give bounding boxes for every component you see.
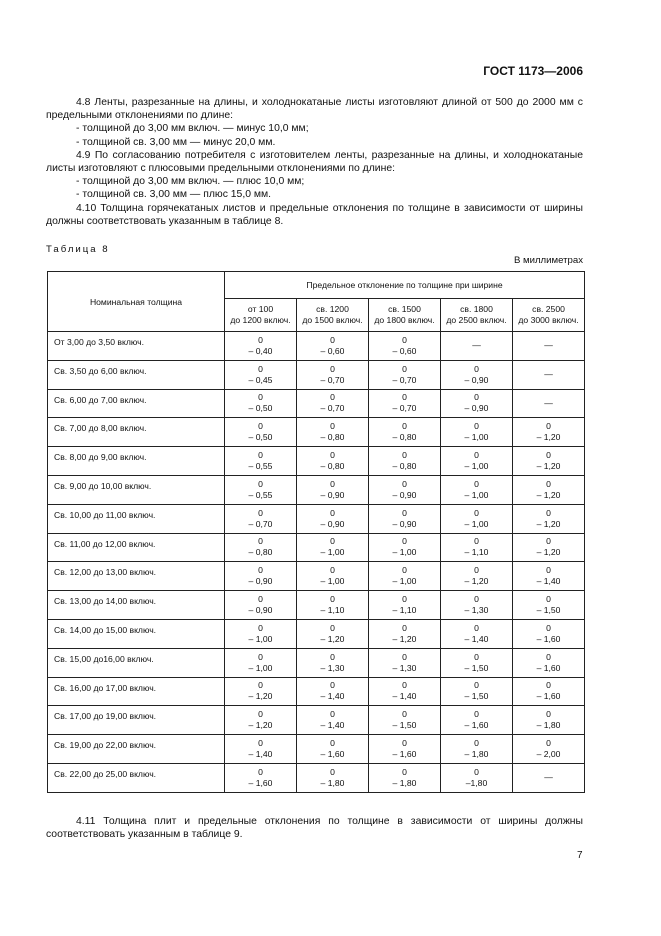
cell-value: – 0,55 (248, 489, 273, 500)
column-header-group: Предельное отклонение по толщине при ширине (225, 272, 585, 299)
table-cell (297, 735, 369, 764)
cell-value: 0 (330, 565, 335, 576)
table-cell (297, 504, 369, 533)
cell-value: – 1,50 (392, 720, 417, 731)
cell-value: – 1,80 (536, 720, 561, 731)
table-cell (441, 562, 513, 591)
table-row (48, 763, 585, 792)
table-cell (369, 533, 441, 562)
table-row (48, 418, 585, 447)
table-row (48, 447, 585, 476)
footer-text (46, 815, 583, 841)
cell-value: — (544, 340, 553, 351)
column-header-width (225, 299, 297, 332)
cell-value: 0 (330, 334, 335, 345)
cell-value: – 0,90 (248, 605, 273, 616)
cell-value: – 1,20 (320, 633, 345, 644)
cell-value: 0 (330, 680, 335, 691)
cell-value: – 1,20 (536, 518, 561, 529)
cell-value: – 1,30 (320, 662, 345, 673)
table-cell (297, 418, 369, 447)
table-row (48, 360, 585, 389)
cell-value: – 1,60 (320, 749, 345, 760)
table-cell (513, 706, 585, 735)
cell-value: – 0,60 (392, 345, 417, 356)
column-header-line: до 1500 включ. (302, 315, 363, 325)
cell-value: 0 (546, 709, 551, 720)
cell-value: – 1,40 (248, 749, 273, 760)
table-cell (225, 533, 297, 562)
cell-value: 0 (474, 738, 479, 749)
cell-value: – 1,50 (464, 691, 489, 702)
table-cell (225, 418, 297, 447)
cell-value: – 1,40 (536, 576, 561, 587)
cell-value: 0 (330, 622, 335, 633)
table-cell (225, 475, 297, 504)
cell-value: – 1,40 (392, 691, 417, 702)
table-cell (513, 389, 585, 418)
cell-value: 0 (258, 392, 263, 403)
row-nominal-thickness: Св. 16,00 до 17,00 включ. (48, 677, 225, 706)
cell-value: 0 (402, 680, 407, 691)
table-cell (297, 706, 369, 735)
cell-value: 0 (474, 709, 479, 720)
table-cell (369, 648, 441, 677)
cell-value: – 1,40 (320, 720, 345, 731)
column-header-width (369, 299, 441, 332)
cell-value: – 1,20 (536, 461, 561, 472)
table-cell (513, 677, 585, 706)
cell-value: 0 (330, 507, 335, 518)
table-cell (441, 447, 513, 476)
table-cell (297, 475, 369, 504)
row-nominal-thickness: Св. 13,00 до 14,00 включ. (48, 591, 225, 620)
cell-value: 0 (258, 680, 263, 691)
table-cell (297, 389, 369, 418)
cell-value: – 1,60 (536, 633, 561, 644)
cell-value: – 0,80 (320, 432, 345, 443)
cell-value: 0 (330, 536, 335, 547)
cell-value: – 0,80 (392, 461, 417, 472)
cell-value: – 1,50 (536, 605, 561, 616)
table-row (48, 562, 585, 591)
column-header-line: до 2500 включ. (446, 315, 507, 325)
table-cell (225, 706, 297, 735)
list-item: - толщиной до 3,00 мм включ. — плюс 10,0 мм; (76, 176, 305, 188)
cell-value: – 1,20 (248, 720, 273, 731)
table-cell (369, 447, 441, 476)
row-nominal-thickness: Св. 12,00 до 13,00 включ. (48, 562, 225, 591)
column-header-line: св. 1500 (388, 304, 421, 314)
document-id: ГОСТ 1173—2006 (483, 64, 583, 78)
cell-value: – 1,20 (536, 432, 561, 443)
row-nominal-thickness: Св. 15,00 до16,00 включ. (48, 648, 225, 677)
row-nominal-thickness: От 3,00 до 3,50 включ. (48, 332, 225, 361)
paragraph-4-9: 4.9 По согласованию потребителя с изготовителем ленты, разрезанные на длины, и холоднокатаные листы изготовляют с плюсовыми предельными отклонениями по длине: (46, 149, 583, 175)
table-cell (441, 418, 513, 447)
table-row (48, 389, 585, 418)
cell-value: 0 (258, 565, 263, 576)
cell-value: 0 (330, 738, 335, 749)
table-cell (513, 735, 585, 764)
table-row (48, 504, 585, 533)
cell-value: 0 (258, 766, 263, 777)
cell-value: 0 (330, 392, 335, 403)
cell-value: 0 (258, 363, 263, 374)
cell-value: 0 (402, 594, 407, 605)
table-cell (441, 533, 513, 562)
row-nominal-thickness: Св. 8,00 до 9,00 включ. (48, 447, 225, 476)
row-nominal-thickness: Св. 7,00 до 8,00 включ. (48, 418, 225, 447)
cell-value: 0 (474, 766, 479, 777)
table-cell (225, 504, 297, 533)
table-cell (513, 533, 585, 562)
cell-value: 0 (546, 680, 551, 691)
cell-value: 0 (474, 478, 479, 489)
cell-value: 0 (402, 766, 407, 777)
table-row (48, 591, 585, 620)
cell-value: – 1,30 (464, 605, 489, 616)
cell-value: – 0,50 (248, 403, 273, 414)
cell-value: 0 (258, 478, 263, 489)
column-header-width (513, 299, 585, 332)
table-cell (369, 677, 441, 706)
cell-value: 0 (546, 651, 551, 662)
cell-value: – 0,70 (392, 403, 417, 414)
cell-value: – 0,70 (248, 518, 273, 529)
table-cell (513, 504, 585, 533)
cell-value: – 0,90 (464, 374, 489, 385)
table-row (48, 677, 585, 706)
table-cell (369, 619, 441, 648)
table-cell (441, 475, 513, 504)
column-header-line: св. 2500 (532, 304, 565, 314)
table-cell (513, 648, 585, 677)
table-cell (513, 763, 585, 792)
cell-value: 0 (402, 478, 407, 489)
list-item: - толщиной св. 3,00 мм — минус 20,0 мм. (76, 136, 276, 148)
cell-value: — (544, 397, 553, 408)
cell-value: – 1,80 (320, 777, 345, 788)
cell-value: 0 (258, 651, 263, 662)
table-cell (441, 763, 513, 792)
cell-value: — (544, 369, 553, 380)
column-header-line: св. 1200 (316, 304, 349, 314)
cell-value: 0 (330, 766, 335, 777)
cell-value: 0 (474, 392, 479, 403)
table-cell (513, 418, 585, 447)
cell-value: 0 (402, 565, 407, 576)
table-row (48, 332, 585, 361)
cell-value: – 0,70 (320, 374, 345, 385)
cell-value: 0 (474, 622, 479, 633)
cell-value: – 1,30 (392, 662, 417, 673)
cell-value: – 1,60 (392, 749, 417, 760)
cell-value: – 1,00 (464, 489, 489, 500)
table-cell (225, 677, 297, 706)
cell-value: 0 (402, 363, 407, 374)
column-header-width (441, 299, 513, 332)
table-cell (225, 735, 297, 764)
cell-value: 0 (402, 536, 407, 547)
cell-value: – 1,00 (464, 461, 489, 472)
cell-value: – 0,90 (320, 489, 345, 500)
table-cell (297, 562, 369, 591)
cell-value: – 1,00 (464, 432, 489, 443)
table-cell (441, 591, 513, 620)
table-cell (441, 648, 513, 677)
cell-value: – 0,70 (392, 374, 417, 385)
row-nominal-thickness: Св. 6,00 до 7,00 включ. (48, 389, 225, 418)
cell-value: 0 (546, 622, 551, 633)
cell-value: –1,80 (465, 777, 488, 788)
table-cell (297, 332, 369, 361)
column-header-line: св. 1800 (460, 304, 493, 314)
body-text (46, 96, 583, 228)
cell-value: – 1,00 (392, 576, 417, 587)
paragraph-4-10: 4.10 Толщина горячекатаных листов и предельные отклонения по толщине в зависимости от ширины должны соответствовать указанным в таблице 8. (46, 202, 583, 227)
row-nominal-thickness: Св. 19,00 до 22,00 включ. (48, 735, 225, 764)
cell-value: 0 (258, 450, 263, 461)
table-cell (225, 562, 297, 591)
tolerance-table (47, 271, 585, 793)
table-cell (225, 763, 297, 792)
table-cell (513, 562, 585, 591)
table-cell (513, 591, 585, 620)
cell-value: – 0,80 (248, 547, 273, 558)
page-number: 7 (577, 850, 583, 861)
cell-value: 0 (258, 709, 263, 720)
cell-value: 0 (546, 421, 551, 432)
cell-value: 0 (474, 507, 479, 518)
cell-value: 0 (258, 507, 263, 518)
table-cell (225, 360, 297, 389)
cell-value: – 0,60 (320, 345, 345, 356)
cell-value: 0 (330, 594, 335, 605)
cell-value: 0 (546, 594, 551, 605)
table-cell (441, 677, 513, 706)
table-cell (513, 332, 585, 361)
cell-value: – 1,40 (464, 633, 489, 644)
cell-value: 0 (330, 450, 335, 461)
cell-value: – 0,80 (392, 432, 417, 443)
cell-value: – 1,00 (320, 547, 345, 558)
cell-value: 0 (402, 334, 407, 345)
list-item: - толщиной св. 3,00 мм — плюс 15,0 мм. (76, 189, 272, 201)
table-caption: Таблица 8 (46, 244, 110, 255)
cell-value: – 1,80 (464, 749, 489, 760)
cell-value: 0 (330, 651, 335, 662)
cell-value: 0 (474, 651, 479, 662)
cell-value: 0 (402, 709, 407, 720)
table-cell (297, 533, 369, 562)
list-item: - толщиной до 3,00 мм включ. — минус 10,0 мм; (76, 123, 309, 135)
table-cell (297, 677, 369, 706)
paragraph-4-11: 4.11 Толщина плит и предельные отклонения по толщине в зависимости от ширины должны соответствовать указанным в таблице 9. (46, 816, 583, 841)
table-cell (441, 360, 513, 389)
cell-value: – 1,10 (464, 547, 489, 558)
cell-value: – 0,90 (464, 403, 489, 414)
table-cell (369, 562, 441, 591)
table-row (48, 475, 585, 504)
table-cell (369, 591, 441, 620)
table-cell (297, 763, 369, 792)
table-row (48, 533, 585, 562)
cell-value: 0 (474, 536, 479, 547)
table-cell (513, 475, 585, 504)
column-header-line: до 1200 включ. (230, 315, 291, 325)
row-nominal-thickness: Св. 22,00 до 25,00 включ. (48, 763, 225, 792)
column-header-nominal-thickness: Номинальная толщина (48, 272, 225, 332)
table-cell (225, 389, 297, 418)
table-cell (297, 648, 369, 677)
table-cell (297, 447, 369, 476)
table-cell (441, 332, 513, 361)
row-nominal-thickness: Св. 17,00 до 19,00 включ. (48, 706, 225, 735)
table-cell (369, 504, 441, 533)
table-cell (225, 332, 297, 361)
cell-value: – 1,10 (392, 605, 417, 616)
cell-value: – 1,00 (392, 547, 417, 558)
cell-value: 0 (330, 363, 335, 374)
cell-value: 0 (258, 622, 263, 633)
cell-value: – 1,00 (320, 576, 345, 587)
table-cell (441, 389, 513, 418)
cell-value: 0 (546, 565, 551, 576)
row-nominal-thickness: Св. 10,00 до 11,00 включ. (48, 504, 225, 533)
column-header-line: от 100 (247, 304, 274, 314)
cell-value: – 1,20 (536, 489, 561, 500)
cell-value: 0 (474, 565, 479, 576)
cell-value: – 1,60 (248, 777, 273, 788)
row-nominal-thickness: Св. 9,00 до 10,00 включ. (48, 475, 225, 504)
table-cell (225, 648, 297, 677)
table-row (48, 619, 585, 648)
cell-value: – 1,60 (536, 691, 561, 702)
cell-value: 0 (546, 507, 551, 518)
cell-value: – 0,90 (320, 518, 345, 529)
cell-value: – 2,00 (536, 749, 561, 760)
table-cell (225, 447, 297, 476)
table-cell (441, 735, 513, 764)
cell-value: – 0,55 (248, 461, 273, 472)
cell-value: 0 (330, 421, 335, 432)
cell-value: 0 (546, 738, 551, 749)
cell-value: 0 (258, 738, 263, 749)
cell-value: 0 (402, 507, 407, 518)
cell-value: 0 (474, 680, 479, 691)
cell-value: – 1,60 (536, 662, 561, 673)
table-cell (441, 706, 513, 735)
cell-value: 0 (402, 651, 407, 662)
paragraph-4-8: 4.8 Ленты, разрезанные на длины, и холоднокатаные листы изготовляют длиной от 500 до 2000 мм с предельными отклонениями по длине: (46, 97, 583, 122)
table-cell (369, 735, 441, 764)
cell-value: 0 (330, 478, 335, 489)
cell-value: – 0,70 (320, 403, 345, 414)
cell-value: 0 (402, 392, 407, 403)
cell-value: 0 (402, 622, 407, 633)
cell-value: – 0,90 (248, 576, 273, 587)
cell-value: – 1,50 (464, 662, 489, 673)
cell-value: 0 (546, 450, 551, 461)
cell-value: 0 (402, 738, 407, 749)
cell-value: – 0,45 (248, 374, 273, 385)
table-cell (369, 706, 441, 735)
cell-value: – 0,90 (392, 489, 417, 500)
cell-value: – 0,80 (320, 461, 345, 472)
row-nominal-thickness: Св. 14,00 до 15,00 включ. (48, 619, 225, 648)
table-cell (441, 504, 513, 533)
cell-value: 0 (546, 536, 551, 547)
table-cell (369, 332, 441, 361)
cell-value: – 1,60 (464, 720, 489, 731)
table-cell (369, 475, 441, 504)
cell-value: – 1,40 (320, 691, 345, 702)
cell-value: – 1,80 (392, 777, 417, 788)
table-cell (297, 619, 369, 648)
table-cell (513, 360, 585, 389)
column-header-line: до 3000 включ. (518, 315, 579, 325)
table-cell (297, 591, 369, 620)
table-cell (441, 619, 513, 648)
cell-value: – 1,20 (248, 691, 273, 702)
table-cell (225, 591, 297, 620)
row-nominal-thickness: Св. 3,50 до 6,00 включ. (48, 360, 225, 389)
row-nominal-thickness: Св. 11,00 до 12,00 включ. (48, 533, 225, 562)
cell-value: – 0,40 (248, 345, 273, 356)
table-cell (369, 360, 441, 389)
cell-value: 0 (474, 363, 479, 374)
column-header-line: до 1800 включ. (374, 315, 435, 325)
cell-value: 0 (474, 421, 479, 432)
cell-value: – 1,20 (464, 576, 489, 587)
cell-value: 0 (474, 450, 479, 461)
table-row (48, 648, 585, 677)
column-header-width (297, 299, 369, 332)
cell-value: – 1,10 (320, 605, 345, 616)
cell-value: 0 (330, 709, 335, 720)
cell-value: 0 (402, 421, 407, 432)
table-cell (297, 360, 369, 389)
cell-value: 0 (258, 421, 263, 432)
table-cell (513, 447, 585, 476)
table-units: В миллиметрах (513, 255, 583, 266)
cell-value: – 1,00 (464, 518, 489, 529)
cell-value: — (544, 772, 553, 783)
table-cell (225, 619, 297, 648)
cell-value: 0 (258, 536, 263, 547)
table-cell (369, 418, 441, 447)
cell-value: 0 (474, 594, 479, 605)
table-row (48, 706, 585, 735)
table-row (48, 735, 585, 764)
cell-value: – 0,90 (392, 518, 417, 529)
cell-value: 0 (402, 450, 407, 461)
table-cell (369, 389, 441, 418)
cell-value: 0 (258, 594, 263, 605)
table-cell (369, 763, 441, 792)
cell-value: 0 (546, 478, 551, 489)
cell-value: – 0,50 (248, 432, 273, 443)
cell-value: – 1,20 (392, 633, 417, 644)
cell-value: – 1,00 (248, 633, 273, 644)
table-cell (513, 619, 585, 648)
cell-value: — (472, 340, 481, 351)
cell-value: 0 (258, 334, 263, 345)
cell-value: – 1,20 (536, 547, 561, 558)
cell-value: – 1,00 (248, 662, 273, 673)
